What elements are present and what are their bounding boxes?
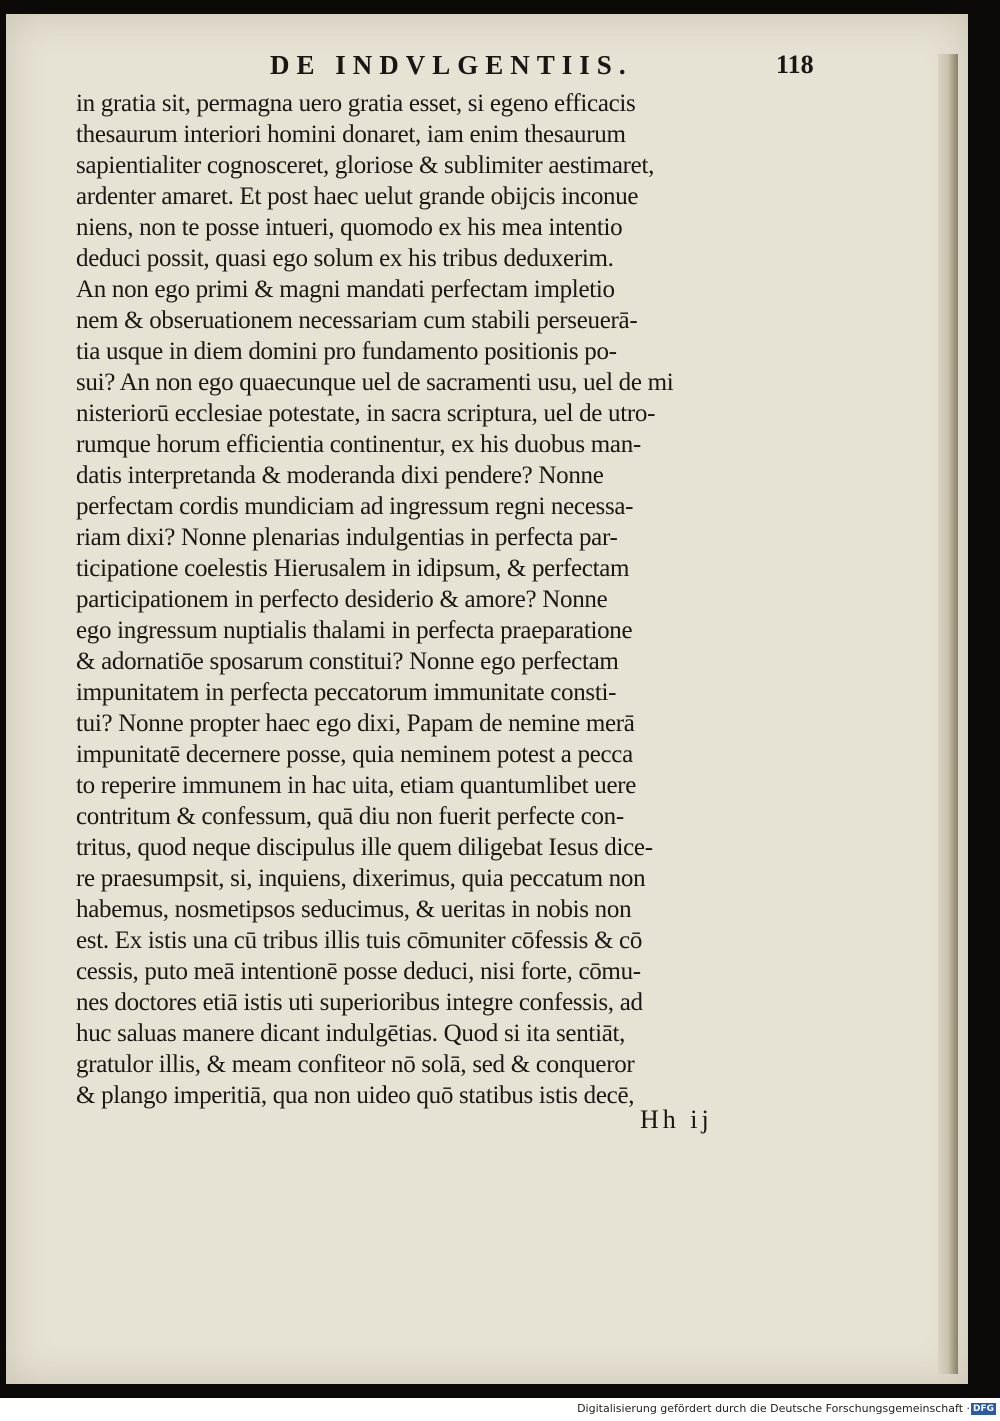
running-title: DE INDVLGENTIIS.	[270, 50, 633, 80]
text-line: nes doctores etiā istis uti superioribus integre confessis, ad	[76, 989, 643, 1016]
text-line: cessis, puto meā intentionē posse deduci, nisi forte, cōmu-	[76, 958, 641, 985]
text-line: nem & obseruationem necessariam cum stabili perseuerā-	[76, 307, 638, 334]
footer	[0, 1398, 1000, 1421]
text-line: re praesumpsit, si, inquiens, dixerimus, quia peccatum non	[76, 865, 646, 892]
text-line: & adornatiōe sposarum constitui? Nonne ego perfectam	[76, 648, 619, 675]
text-line: ticipatione coelestis Hierusalem in idipsum, & perfectam	[76, 555, 630, 582]
dfg-logo-icon: DFG	[972, 1404, 994, 1414]
text-line: datis interpretanda & moderanda dixi pendere? Nonne	[76, 462, 604, 489]
text-line: deduci possit, quasi ego solum ex his tribus deduxerim.	[76, 245, 614, 272]
text-line: thesaurum interiori homini donaret, iam enim thesaurum	[76, 121, 626, 148]
body-text	[76, 88, 766, 1111]
text-line: An non ego primi & magni mandati perfectam impletio	[76, 276, 615, 303]
text-line: niens, non te posse intueri, quomodo ex his mea intentio	[76, 214, 623, 241]
text-line: in gratia sit, permagna uero gratia esset, si egeno efficacis	[76, 90, 636, 117]
text-line: tritus, quod neque discipulus ille quem diligebat Iesus dice-	[76, 834, 653, 861]
text-line: habemus, nosmetipsos seducimus, & ueritas in nobis non	[76, 896, 632, 923]
text-line: sui? An non ego quaecunque uel de sacramenti usu, uel de mi	[76, 369, 674, 396]
text-line: huc saluas manere dicant indulgētias. Quod si ita sentiāt,	[76, 1020, 626, 1047]
text-line: contritum & confessum, quā diu non fuerit perfecte con-	[76, 803, 624, 830]
folio-number: 118	[776, 50, 814, 79]
text-line: riam dixi? Nonne plenarias indulgentias in perfecta par-	[76, 524, 618, 551]
page-edge	[938, 54, 958, 1374]
text-line: to reperire immunem in hac uita, etiam quantumlibet uere	[76, 772, 637, 799]
signature-mark: Hh ij	[640, 1105, 713, 1134]
text-line: ego ingressum nuptialis thalami in perfecta praeparatione	[76, 617, 633, 644]
text-line: impunitatem in perfecta peccatorum immunitate consti-	[76, 679, 617, 706]
text-line: gratulor illis, & meam confiteor nō solā, sed & conqueror	[76, 1051, 635, 1078]
text-line: tui? Nonne propter haec ego dixi, Papam de nemine merā	[76, 710, 635, 737]
text-line: nisteriorū ecclesiae potestate, in sacra scriptura, uel de utro-	[76, 400, 656, 427]
text-line: rumque horum efficientia continentur, ex his duobus man-	[76, 431, 641, 458]
text-line: & plango imperitiā, qua non uideo quō statibus istis decē,	[76, 1082, 635, 1109]
text-line: impunitatē decernere posse, quia neminem potest a pecca	[76, 741, 633, 768]
text-line: tia usque in diem domini pro fundamento positionis po-	[76, 338, 617, 365]
text-line: participationem in perfecto desiderio & amore? Nonne	[76, 586, 608, 613]
text-line: est. Ex istis una cū tribus illis tuis cōmuniter cōfessis & cō	[76, 927, 643, 954]
text-line: ardenter amaret. Et post haec uelut grande obijcis inconue	[76, 183, 639, 210]
funding-credit: Digitalisierung gefördert durch die Deutsche Forschungsgemeinschaft ·	[577, 1402, 970, 1415]
text-line: sapientialiter cognosceret, gloriose & sublimiter aestimaret,	[76, 152, 655, 179]
text-line: perfectam cordis mundiciam ad ingressum regni necessa-	[76, 493, 634, 520]
